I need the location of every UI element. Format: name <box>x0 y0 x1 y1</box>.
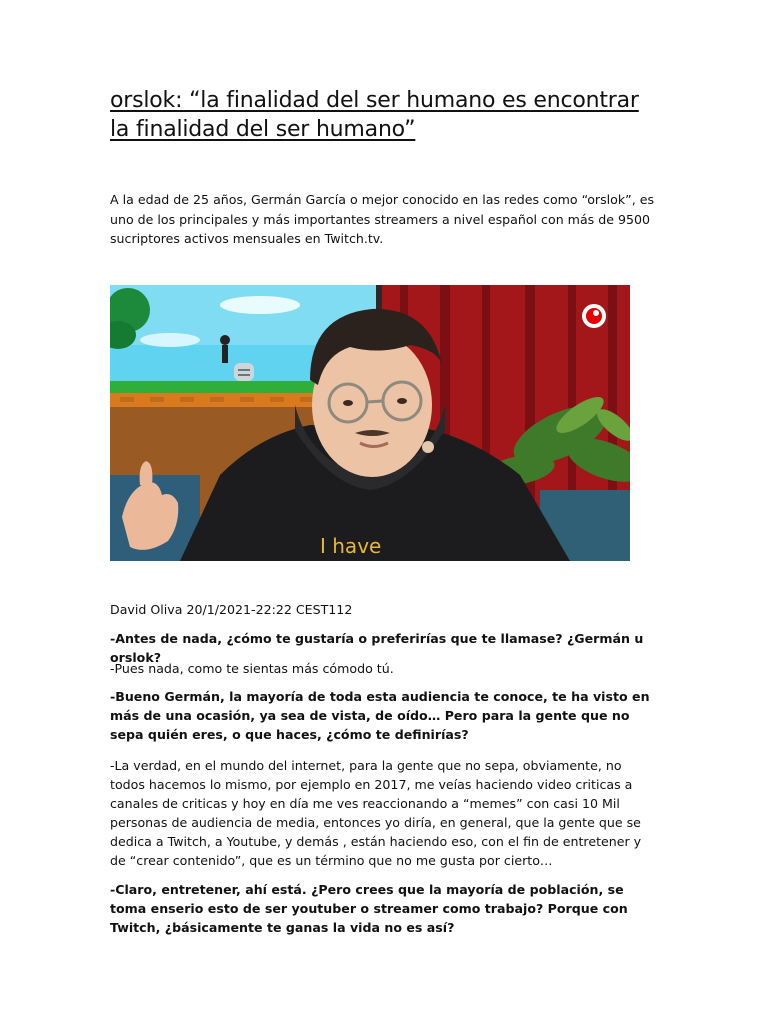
interview-answer: -Pues nada, como te sientas más cómodo tú. <box>110 661 394 676</box>
interview-question: -Antes de nada, ¿cómo te gustaría o preferirías que te llamase? ¿Germán u orslok? <box>110 631 644 665</box>
article-byline: David Oliva 20/1/2021-22:22 CEST112 <box>110 602 353 617</box>
interview-photo <box>110 285 630 561</box>
interview-question: -Bueno Germán, la mayoría de toda esta audiencia te conoce, te ha visto en más de una ocasión, ya sea de vista, de oído… Pero para la gente que no sepa quién eres, o que haces, ¿cómo te definirías? <box>110 689 650 742</box>
article-title: orslok: “la finalidad del ser humano es encontrar la finalidad del ser humano” <box>110 88 639 142</box>
interview-question: -Claro, entretener, ahí está. ¿Pero crees que la mayoría de población, se toma enserio esto de ser youtuber o streamer como trabajo? Porque con Twitch, ¿básicamente te ganas la vida no es así? <box>110 882 628 935</box>
article-intro: A la edad de 25 años, Germán García o mejor conocido en las redes como “orslok”, es uno de los principales y más importantes streamers a nivel español con más de 9500 sucriptores activos mensuales en Twitch.tv. <box>110 192 655 246</box>
vodafone-logo <box>582 304 606 328</box>
interview-answer: -La verdad, en el mundo del internet, para la gente que no sepa, obviamente, no todos hacemos lo mismo, por ejemplo en 2017, me veías haciendo video criticas a canales de criticas y hoy en día me ves reaccionando a “memes” con casi 10 Mil personas de audiencia de media, entonces yo diría, en general, que la gente que se dedica a Twitch, a Youtube, y demás , están haciendo eso, con el fin de entretener y de “crear contenido”, que es un término que no me gusta por cierto… <box>110 758 642 868</box>
shirt-text: I have <box>320 534 382 558</box>
